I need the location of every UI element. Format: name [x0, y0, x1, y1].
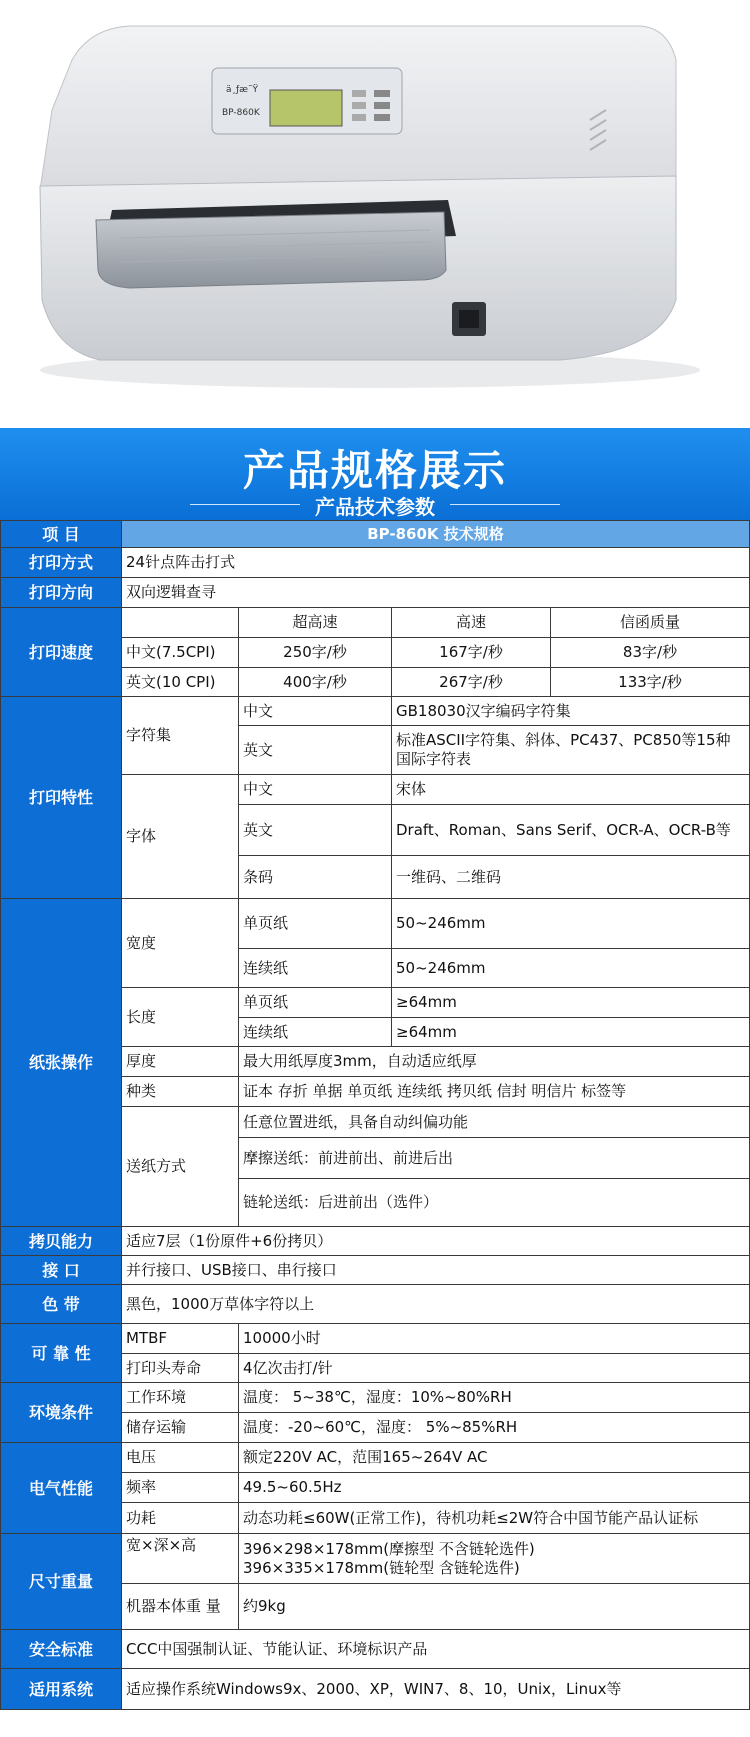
row-label-safety: 安全标准	[0, 1629, 122, 1669]
paper-length-cont-label: 连续纸	[238, 1017, 392, 1047]
speed-en-high: 267字/秒	[391, 667, 551, 697]
row-label-print-direction: 打印方向	[0, 577, 122, 608]
printer-illustration	[0, 0, 750, 428]
charset-en-label: 英文	[238, 725, 392, 775]
spec-table	[0, 520, 750, 1737]
dimension-values	[238, 1533, 750, 1584]
dimension-label: 宽×深×高	[121, 1533, 239, 1584]
env-work-value: 温度： 5~38℃，湿度：10%~80%RH	[238, 1382, 750, 1413]
row-label-copy: 拷贝能力	[0, 1226, 122, 1256]
banner-subtitle: 产品技术参数	[315, 495, 435, 519]
paper-length-single-label: 单页纸	[238, 987, 392, 1018]
frequency-label: 频率	[121, 1472, 239, 1503]
charset-label: 字符集	[121, 696, 239, 775]
speed-cn-high: 167字/秒	[391, 637, 551, 668]
row-label-interface: 接 口	[0, 1255, 122, 1285]
dimension-value-2: 396×335×178mm(链轮型 含链轮选件)	[243, 1558, 520, 1577]
barcode-value: 一维码、二维码	[391, 855, 750, 899]
weight-value: 约9kg	[238, 1583, 750, 1630]
frequency-value: 49.5~60.5Hz	[238, 1472, 750, 1503]
barcode-label: 条码	[238, 855, 392, 899]
font-label: 字体	[121, 774, 239, 899]
voltage-value: 额定220V AC，范围165~264V AC	[238, 1442, 750, 1473]
head-life-value: 4亿次击打/针	[238, 1353, 750, 1383]
paper-length-single-value: ≥64mm	[391, 987, 750, 1018]
power-value: 动态功耗≤60W(正常工作)，待机功耗≤2W符合中国节能产品认证标	[238, 1502, 750, 1534]
print-direction-value: 双向逻辑查寻	[121, 577, 750, 608]
paper-types-label: 种类	[121, 1076, 239, 1107]
row-label-electrical: 电气性能	[0, 1442, 122, 1534]
row-label-paper: 纸张操作	[0, 898, 122, 1227]
dimension-value-1: 396×298×178mm(摩擦型 不含链轮选件)	[243, 1539, 535, 1558]
row-label-print-speed: 打印速度	[0, 607, 122, 697]
env-work-label: 工作环境	[121, 1382, 239, 1413]
env-store-label: 储存运输	[121, 1412, 239, 1443]
paper-feed-value-3: 链轮送纸：后进前出（选件）	[238, 1178, 750, 1227]
ribbon-value: 黑色，1000万草体字符以上	[121, 1284, 750, 1324]
os-value: 适应操作系统Windows9x、2000、XP，WIN7、8、10，Unix，Linux等	[121, 1668, 750, 1710]
head-life-label: 打印头寿命	[121, 1353, 239, 1383]
speed-col-letter: 信函质量	[550, 607, 750, 638]
font-en-label: 英文	[238, 804, 392, 856]
charset-cn-label: 中文	[238, 696, 392, 726]
row-label-os: 适用系统	[0, 1668, 122, 1710]
paper-types-value: 证本 存折 单据 单页纸 连续纸 拷贝纸 信封 明信片 标签等	[238, 1076, 750, 1107]
paper-feed-label: 送纸方式	[121, 1106, 239, 1227]
speed-cn-letter: 83字/秒	[550, 637, 750, 668]
speed-blank-cell	[121, 607, 239, 638]
spec-banner	[0, 428, 750, 520]
paper-thickness-value: 最大用纸厚度3mm，自动适应纸厚	[238, 1046, 750, 1077]
mtbf-label: MTBF	[121, 1323, 239, 1354]
speed-en-letter: 133字/秒	[550, 667, 750, 697]
paper-feed-value-2: 摩擦送纸：前进前出、前进后出	[238, 1137, 750, 1179]
voltage-label: 电压	[121, 1442, 239, 1473]
speed-en-ultra: 400字/秒	[238, 667, 392, 697]
font-cn-label: 中文	[238, 774, 392, 805]
paper-width-cont-label: 连续纸	[238, 948, 392, 988]
speed-row-cn: 中文(7.5CPI)	[121, 637, 239, 668]
speed-row-en: 英文(10 CPI)	[121, 667, 239, 697]
product-photo	[0, 0, 750, 428]
paper-width-label: 宽度	[121, 898, 239, 988]
speed-col-high: 高速	[391, 607, 551, 638]
row-label-size: 尺寸重量	[0, 1533, 122, 1630]
copy-value: 适应7层（1份原件+6份拷贝）	[121, 1226, 750, 1256]
paper-width-single-label: 单页纸	[238, 898, 392, 949]
paper-thickness-label: 厚度	[121, 1046, 239, 1077]
font-cn-value: 宋体	[391, 774, 750, 805]
paper-length-cont-value: ≥64mm	[391, 1017, 750, 1047]
row-label-environment: 环境条件	[0, 1382, 122, 1443]
banner-title: 产品规格展示	[242, 446, 507, 495]
speed-col-ultra: 超高速	[238, 607, 392, 638]
weight-label: 机器本体重 量	[121, 1583, 239, 1630]
header-spec: BP-860K 技术规格	[121, 520, 750, 548]
power-label: 功耗	[121, 1502, 239, 1534]
safety-value: CCC中国强制认证、节能认证、环境标识产品	[121, 1629, 750, 1669]
paper-feed-value-1: 任意位置进纸，具备自动纠偏功能	[238, 1106, 750, 1138]
speed-cn-ultra: 250字/秒	[238, 637, 392, 668]
row-label-print-features: 打印特性	[0, 696, 122, 899]
header-item: 项 目	[0, 520, 122, 548]
print-method-value: 24针点阵击打式	[121, 547, 750, 578]
mtbf-value: 10000小时	[238, 1323, 750, 1354]
paper-length-label: 长度	[121, 987, 239, 1047]
row-label-ribbon: 色 带	[0, 1284, 122, 1324]
paper-width-single-value: 50~246mm	[391, 898, 750, 949]
charset-cn-value: GB18030汉字编码字符集	[391, 696, 750, 726]
panel-model: BP-860K	[222, 108, 260, 118]
row-label-reliability: 可 靠 性	[0, 1323, 122, 1383]
interface-value: 并行接口、USB接口、串行接口	[121, 1255, 750, 1285]
paper-width-cont-value: 50~246mm	[391, 948, 750, 988]
env-store-value: 温度：-20~60℃，湿度： 5%~85%RH	[238, 1412, 750, 1443]
panel-brand: ä¸ƒæ˜Ÿ	[226, 85, 259, 95]
row-label-print-method: 打印方式	[0, 547, 122, 578]
charset-en-value: 标准ASCII字符集、斜体、PC437、PC850等15种国际字符表	[391, 725, 750, 775]
font-en-value: Draft、Roman、Sans Serif、OCR-A、OCR-B等	[391, 804, 750, 856]
